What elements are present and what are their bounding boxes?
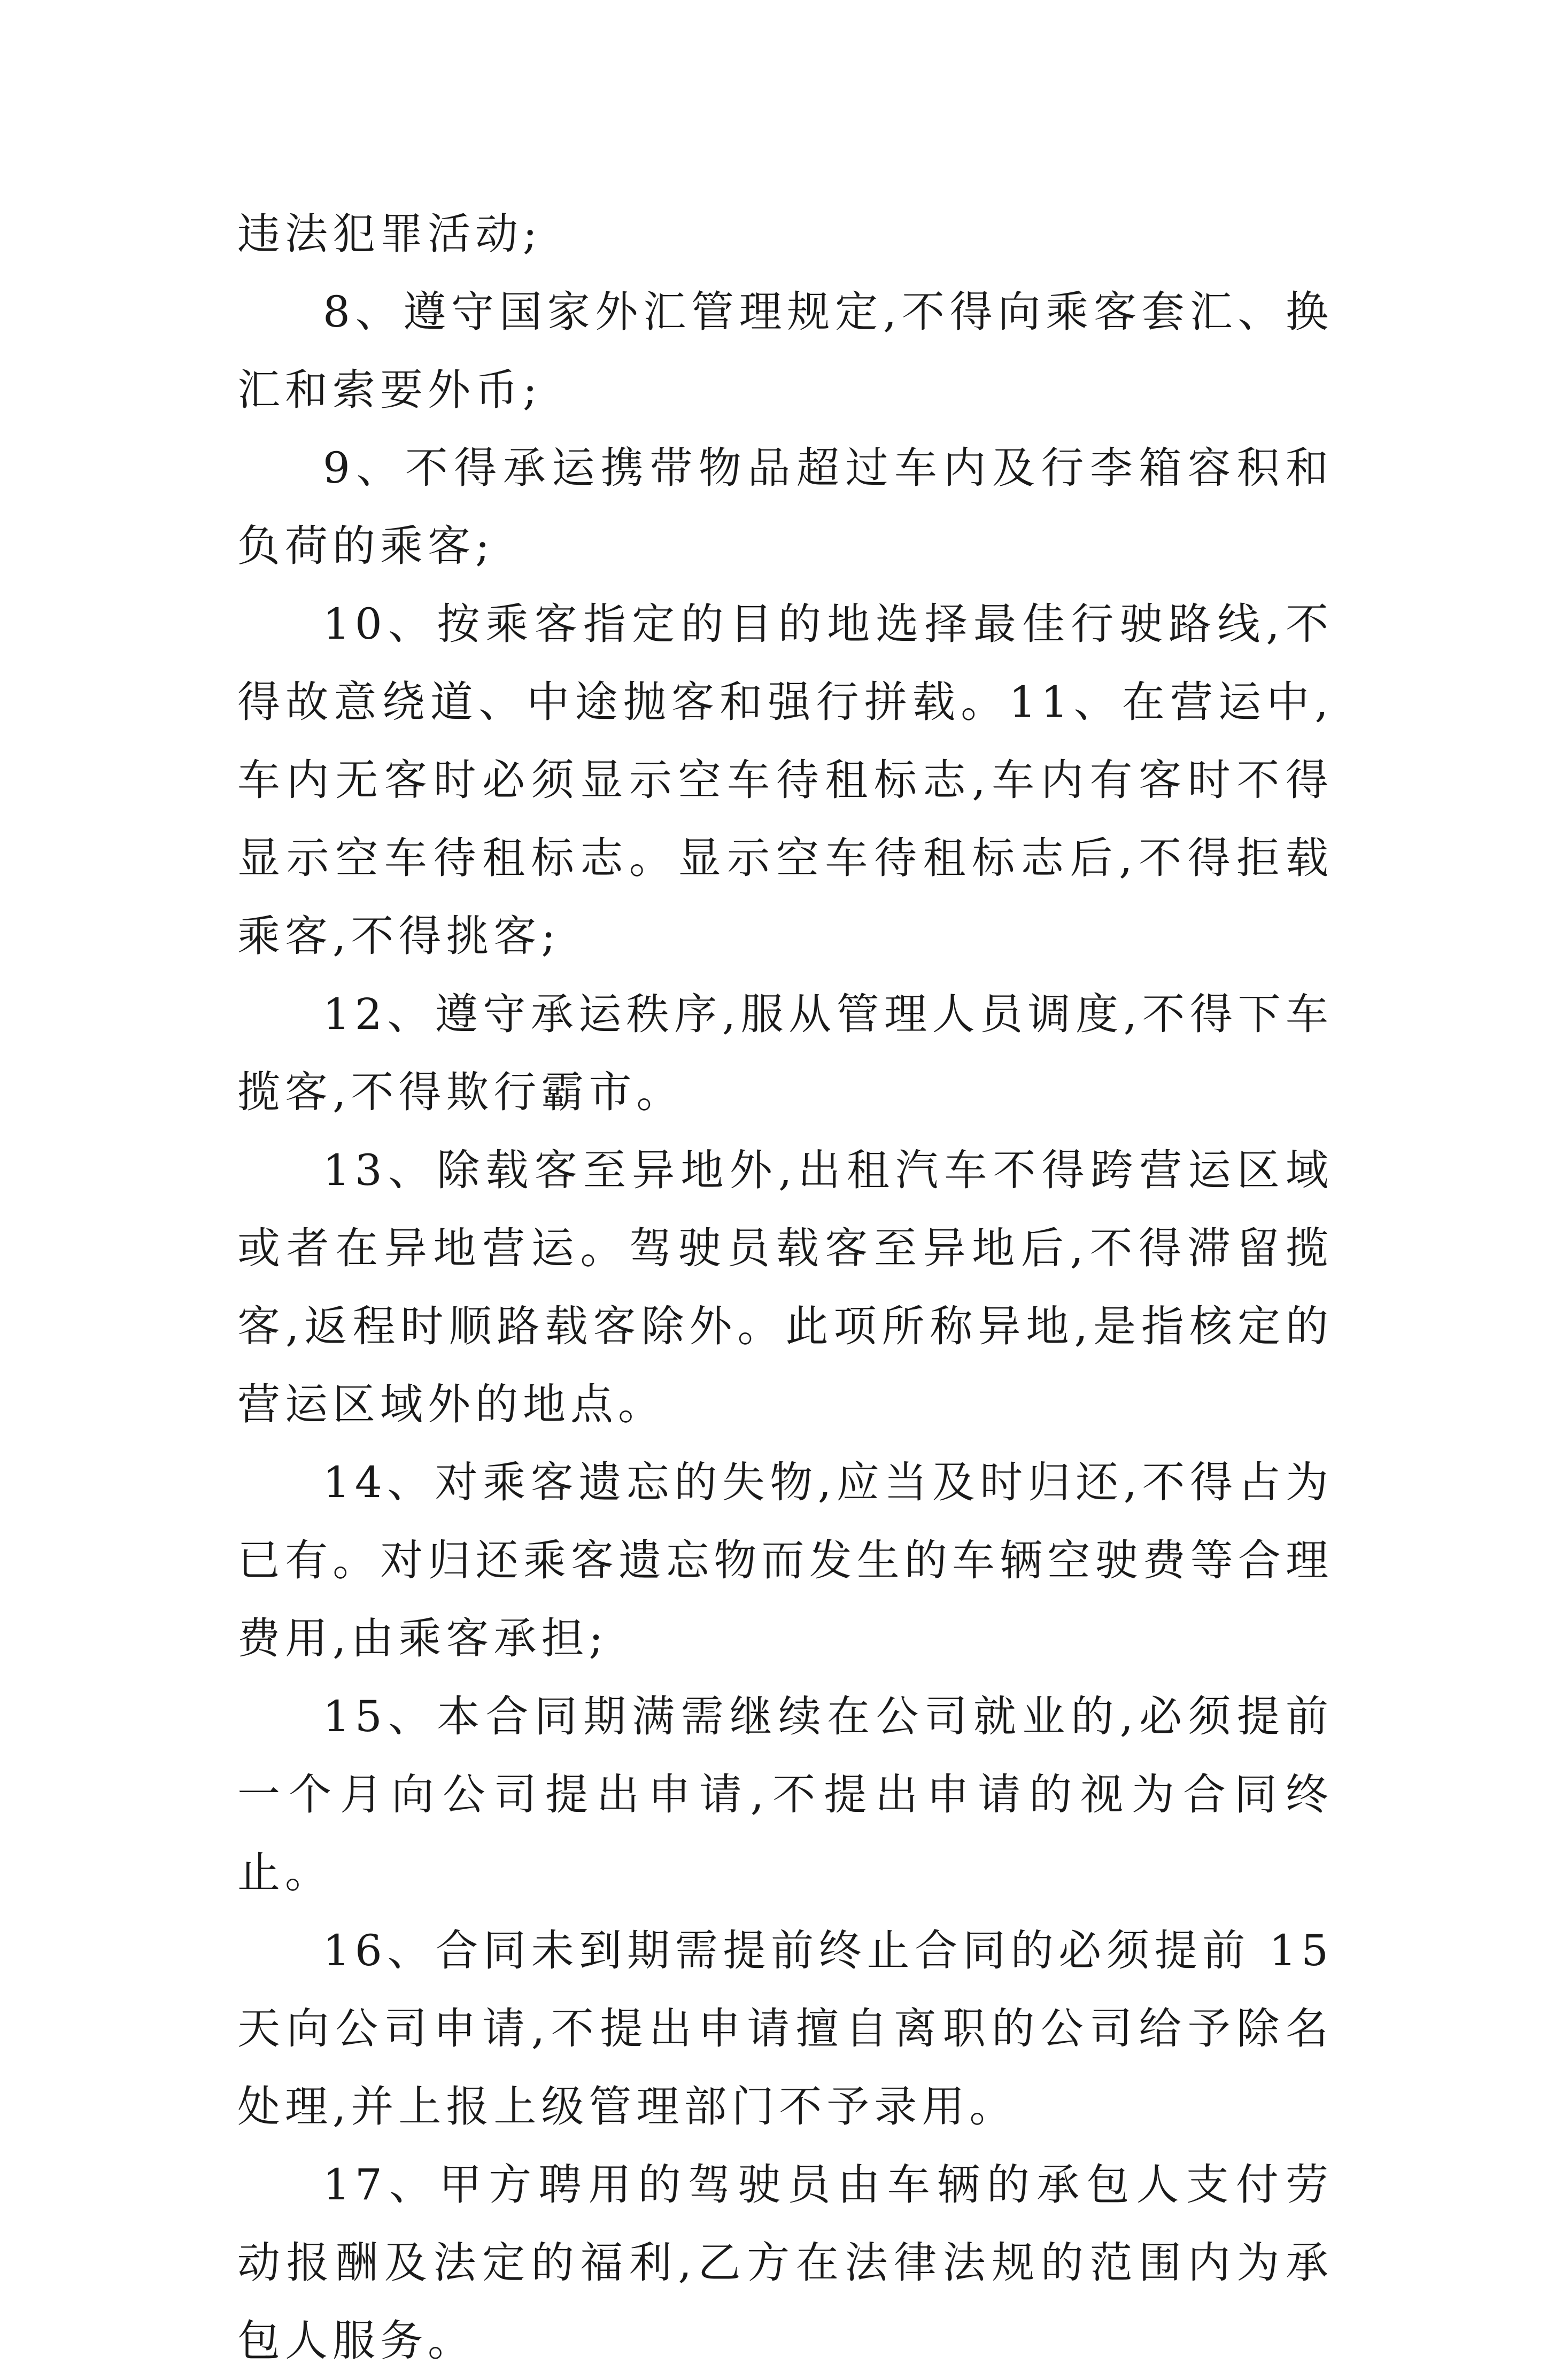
paragraph-item-9: 9、不得承运携带物品超过车内及行李箱容积和负荷的乘客; <box>237 443 1333 571</box>
paragraph-item-16: 16、合同未到期需提前终止合同的必须提前 15 天向公司申请,不提出申请擅自离职的公司给予除名处理,并上报上级管理部门不予录用。 <box>237 1926 1333 2131</box>
paragraph-continuation: 违法犯罪活动; <box>237 209 542 259</box>
paragraph-item-12: 12、遵守承运秩序,服从管理人员调度,不得下车揽客,不得欺行霸市。 <box>237 989 1333 1117</box>
document-body <box>237 195 1333 2380</box>
paragraph-item-13: 13、除载客至异地外,出租汽车不得跨营运区域或者在异地营运。驾驶员载客至异地后,不得滞留揽客,返程时顺路载客除外。此项所称异地,是指核定的营运区域外的地点。 <box>237 1145 1333 1429</box>
paragraph-item-17: 17、甲方聘用的驾驶员由车辆的承包人支付劳动报酬及法定的福利,乙方在法律法规的范围内为承包人服务。 <box>237 2160 1333 2366</box>
paragraph-item-14: 14、对乘客遗忘的失物,应当及时归还,不得占为已有。对归还乘客遗忘物而发生的车辆空驶费等合理费用,由乘客承担; <box>237 1458 1333 1663</box>
paragraph-item-8: 8、遵守国家外汇管理规定,不得向乘客套汇、换汇和索要外币; <box>237 287 1333 415</box>
paragraph-item-10-11: 10、按乘客指定的目的地选择最佳行驶路线,不得故意绕道、中途抛客和强行拼载。11、在营运中,车内无客时必须显示空车待租标志,车内有客时不得显示空车待租标志。显示空车待租标志后,不得拒载乘客,不得挑客; <box>237 599 1333 961</box>
paragraph-item-15: 15、本合同期满需继续在公司就业的,必须提前一个月向公司提出申请,不提出申请的视为合同终止。 <box>237 1692 1333 1897</box>
